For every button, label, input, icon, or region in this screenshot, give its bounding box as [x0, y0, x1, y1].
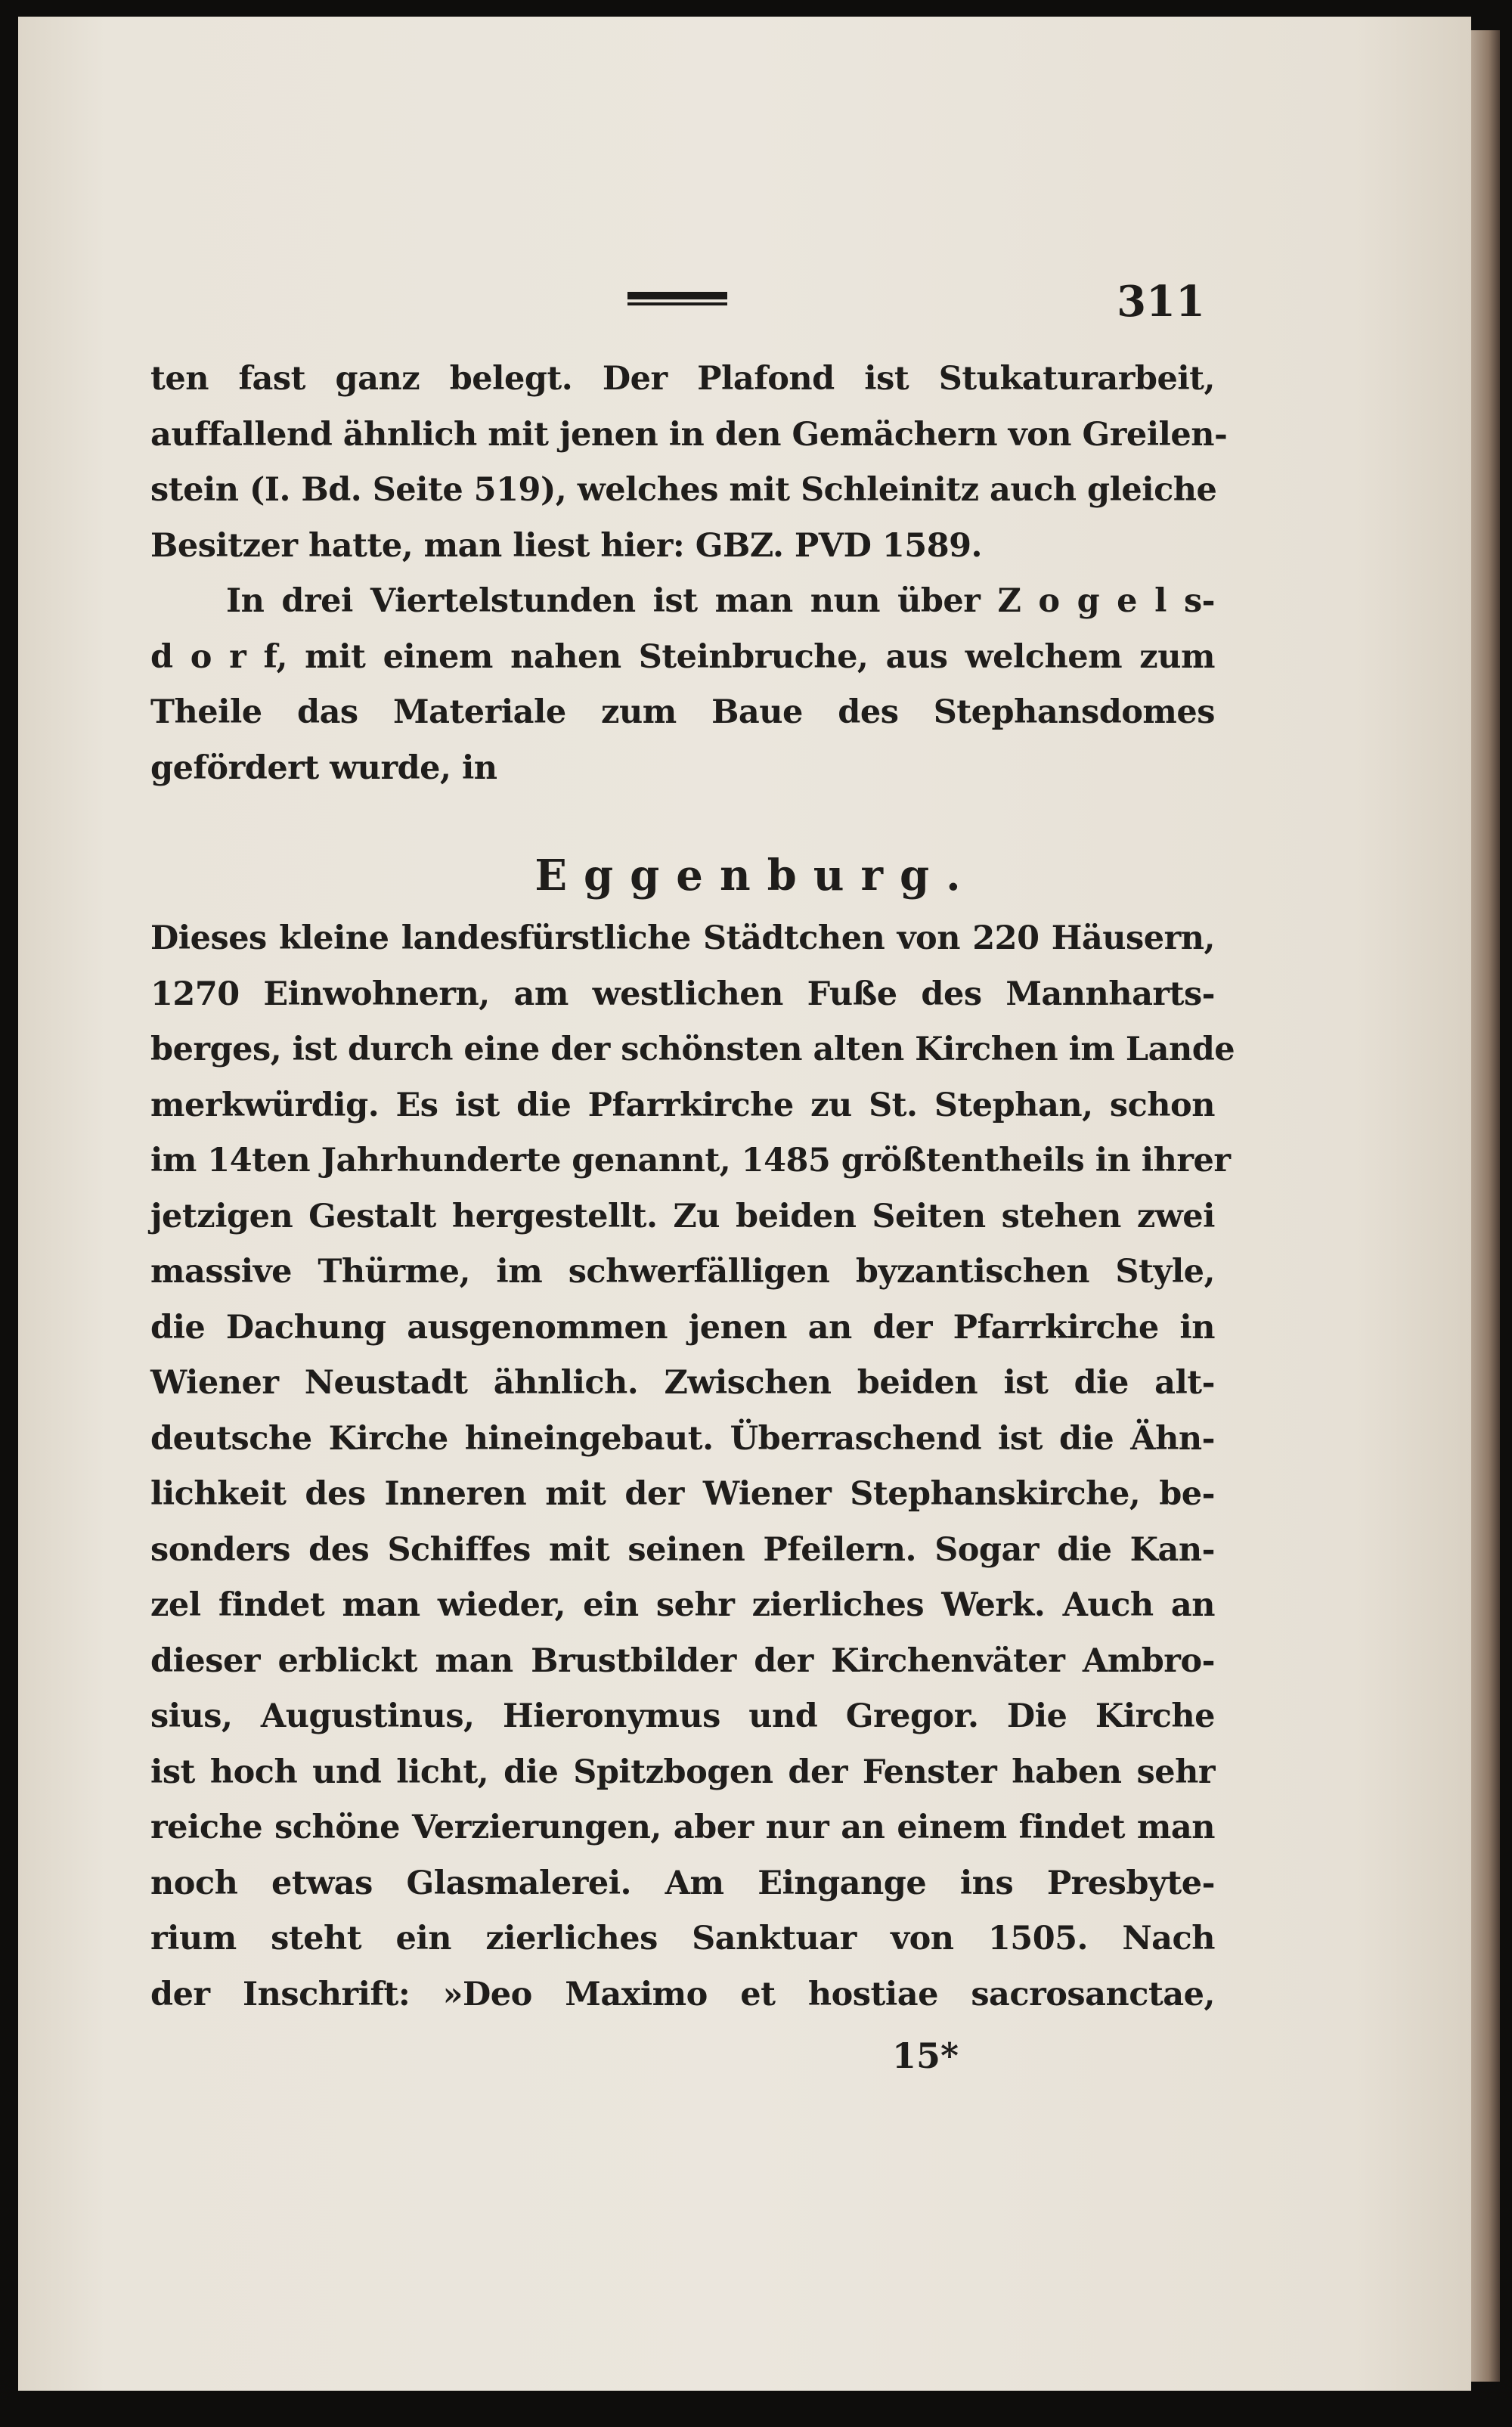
text-line: merkwürdig. Es ist die Pfarrkirche zu St. Stephan, schon	[150, 1086, 1215, 1124]
text-line: sonders des Schiffes mit seinen Pfeilern. Sogar die Kan-	[150, 1530, 1215, 1569]
page-edge	[1471, 30, 1500, 2382]
text-line: Besitzer hatte, man liest hier: GBZ. PVD 1589.	[150, 526, 983, 565]
text-line: massive Thürme, im schwerfälligen byzantischen Style,	[150, 1253, 1215, 1291]
section-heading: Eggenburg.	[534, 851, 978, 900]
text-line: d o r f, mit einem nahen Steinbruche, aus welchem zum	[150, 637, 1215, 676]
text-line: der Inschrift: »Deo Maximo et hostiae sacrosanctae,	[150, 1975, 1215, 2013]
text-line: Wiener Neustadt ähnlich. Zwischen beiden ist die alt-	[150, 1364, 1215, 1402]
page-number: 311	[1117, 277, 1205, 327]
text-line: reiche schöne Verzierungen, aber nur an einem findet man	[150, 1809, 1215, 1846]
text-line: deutsche Kirche hineingebaut. Überraschend ist die Ähn-	[150, 1419, 1215, 1458]
header-rule-thin	[627, 302, 727, 305]
text-line: ist hoch und licht, die Spitzbogen der Fenster haben sehr	[150, 1753, 1215, 1791]
text-line: gefördert wurde, in	[150, 749, 497, 787]
paragraph-1	[150, 352, 1228, 796]
text-line: stein (I. Bd. Seite 519), welches mit Schleinitz auch gleiche	[150, 471, 1217, 509]
text-line: die Dachung ausgenommen jenen an der Pfarrkirche in	[150, 1308, 1215, 1347]
text-line: auffallend ähnlich mit jenen in den Gemächern von Greilen-	[150, 415, 1228, 454]
signature-mark: 15*	[892, 2035, 959, 2076]
text-line: noch etwas Glasmalerei. Am Eingange ins Presbyte-	[150, 1864, 1215, 1902]
text-line: berges, ist durch eine der schönsten alten Kirchen im Lande	[150, 1031, 1235, 1068]
text-line: zel findet man wieder, ein sehr zierliches Werk. Auch an	[150, 1586, 1215, 1624]
text-line: ten fast ganz belegt. Der Plafond ist Stukaturarbeit,	[150, 360, 1215, 398]
text-line: Theile das Materiale zum Baue des Stephansdomes	[150, 693, 1215, 731]
text-line: sius, Augustinus, Hieronymus und Gregor. Die Kirche	[150, 1697, 1215, 1735]
text-line: im 14ten Jahrhunderte genannt, 1485 größtentheils in ihrer	[150, 1142, 1231, 1179]
text-line: rium steht ein zierliches Sanktuar von 1505. Nach	[150, 1920, 1215, 1957]
text-line: jetzigen Gestalt hergestellt. Zu beiden Seiten stehen zwei	[150, 1197, 1215, 1235]
text-line: Dieses kleine landesfürstliche Städtchen von 220 Häusern,	[150, 919, 1215, 957]
text-line: 1270 Einwohnern, am westlichen Fuße des Mannharts-	[150, 975, 1215, 1013]
text-line: lichkeit des Inneren mit der Wiener Stephanskirche, be-	[150, 1475, 1215, 1513]
paragraph-3	[150, 911, 1235, 2022]
text-line: dieser erblickt man Brustbilder der Kirchenväter Ambro-	[150, 1641, 1215, 1680]
header-rule	[627, 292, 727, 299]
text-line: In drei Viertelstunden ist man nun über Z o g e l s-	[226, 582, 1215, 620]
